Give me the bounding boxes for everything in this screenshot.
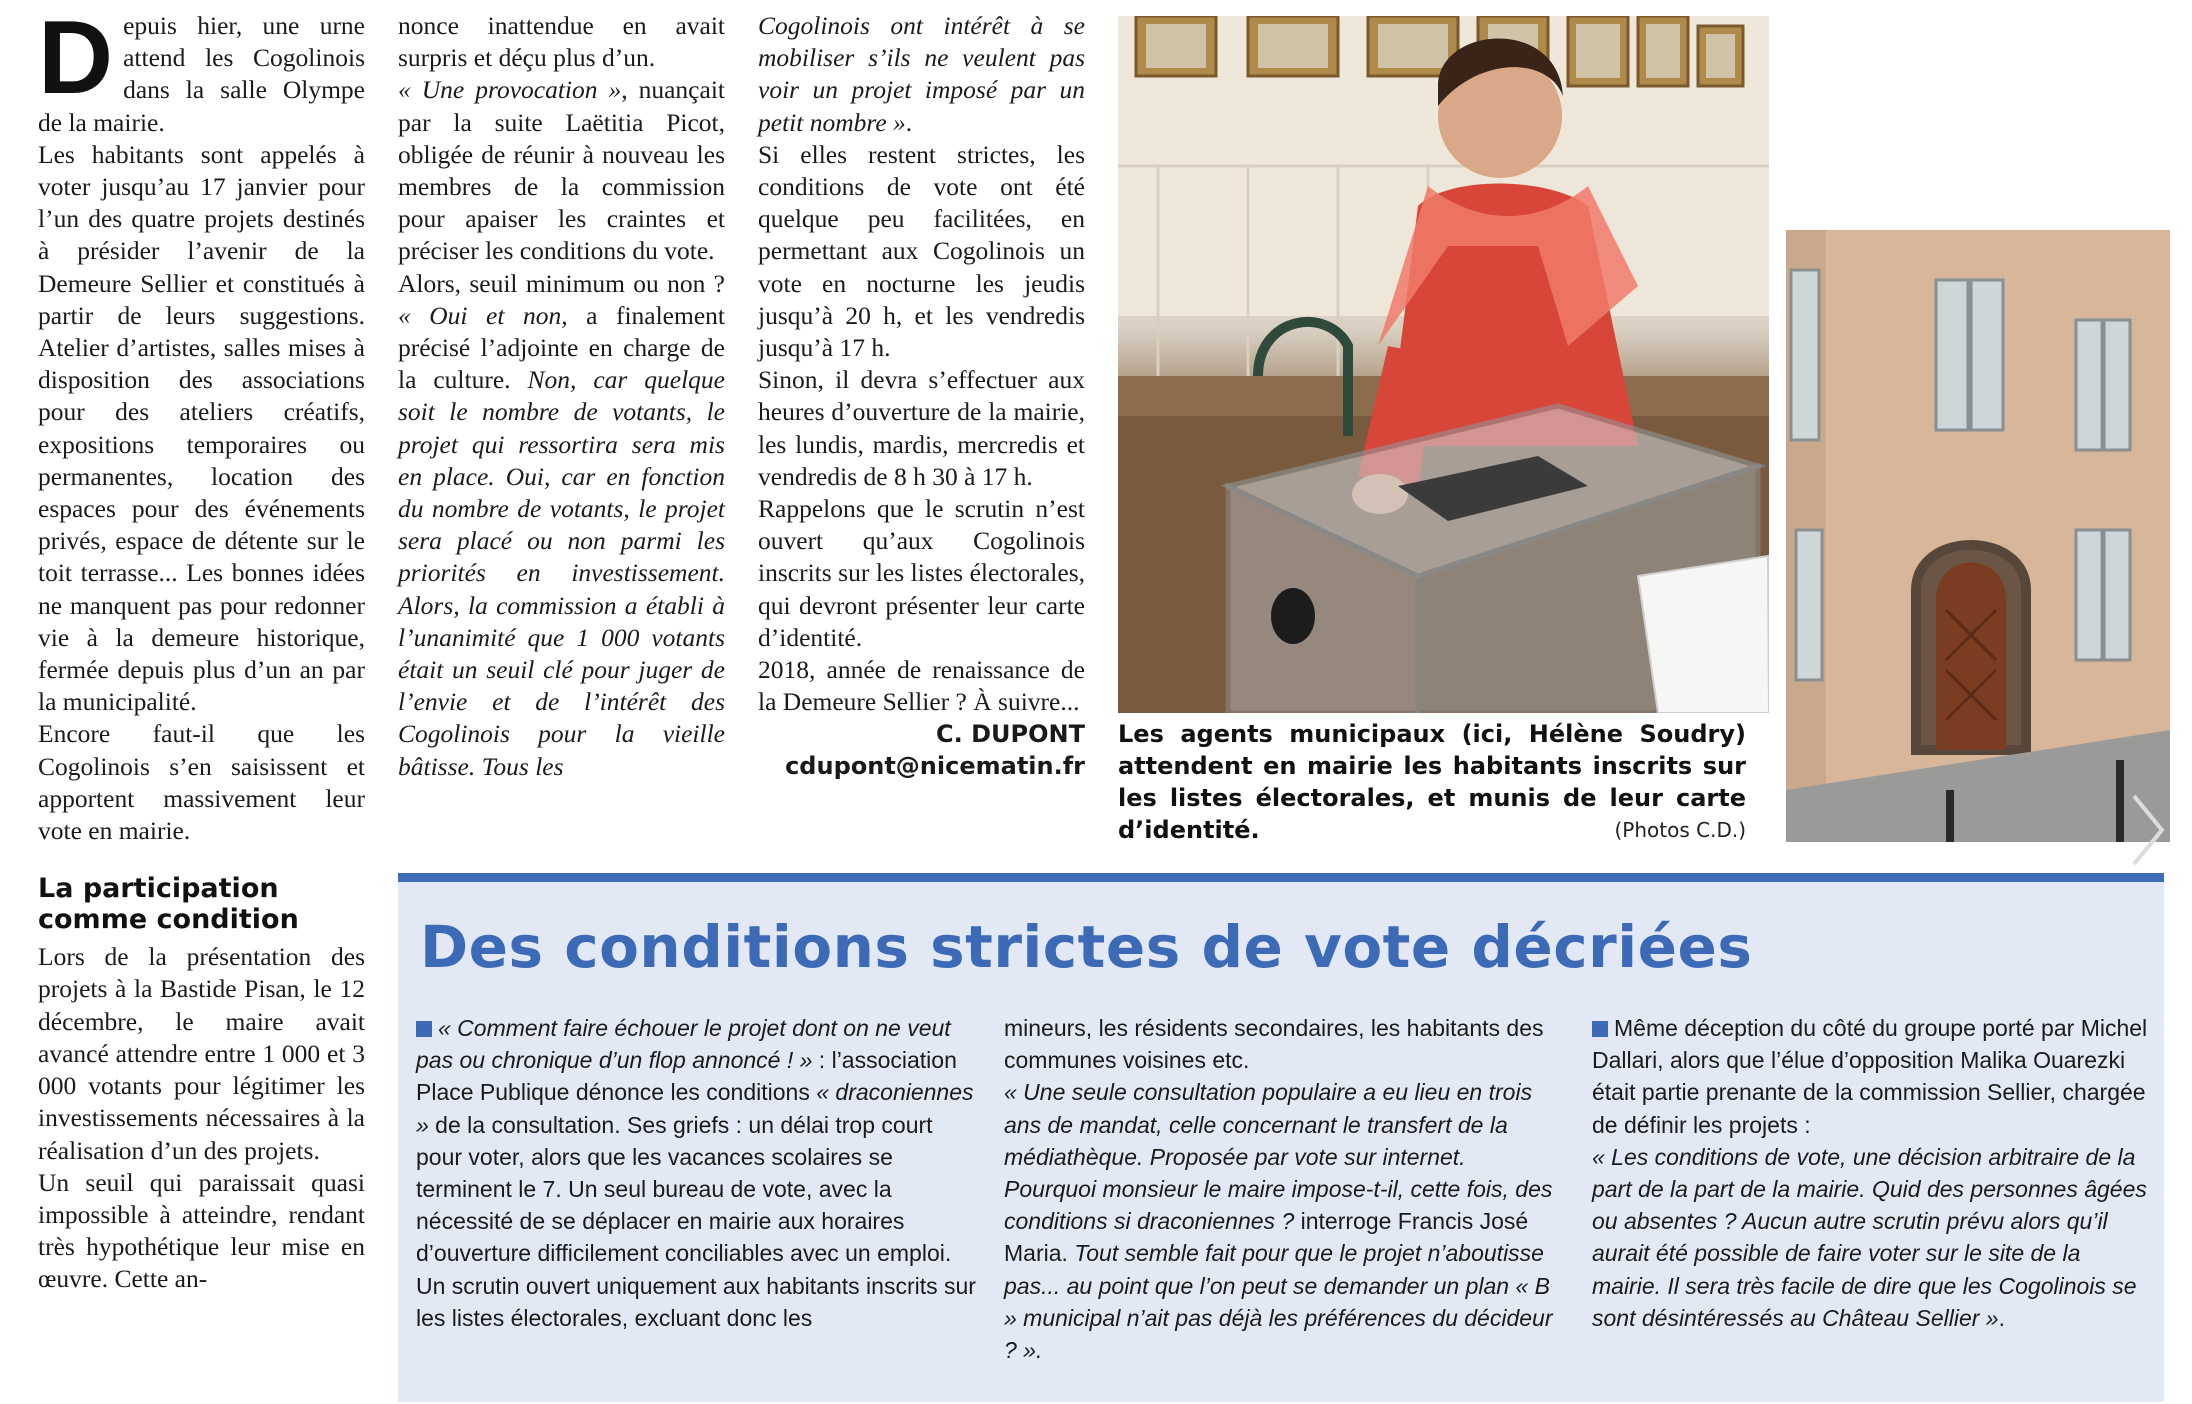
ballot-box-photo: [1118, 16, 1769, 713]
paragraph: nonce inattendue en avait surpris et déçu plus d’un.: [398, 11, 725, 73]
article-column-1: [38, 0, 365, 1296]
paragraph: 2018, année de renaissance de la Demeure Sellier ? À suivre...: [758, 655, 1085, 717]
lead-paragraph: Depuis hier, une urne attend les Cogolinois dans la salle Olympe de la mairie.: [38, 0, 365, 137]
author-email: cdupont@nicematin.fr: [785, 752, 1085, 781]
box-column-3: Même déception du côté du groupe porté par Michel Dallari, alors que l’élue d’opposition Malika Ouarezki était partie prenante de la commission Sellier, chargée de définir les projets : « Les conditions de vote, une décision arbitraire de la part de la part de la mairie. Quid des personnes âgées ou absentes ? Aucun autre scrutin prévu alors qu’il aurait été possible de faire voter sur le site de la mairie. Il sera très facile de dire que les Cogolinois se sont désintéressés au Château Sellier ».: [1592, 1015, 2148, 1331]
paragraph: Rappelons que le scrutin n’est ouvert qu’aux Cogolinois inscrits sur les listes électorales, qui devront présenter leur carte d’identité.: [758, 494, 1085, 652]
paragraph: « Une provocation », nuançait par la suite Laëtitia Picot, obligée de réunir à nouveau les membres de la commission pour apaiser les craintes et préciser les conditions du vote.: [398, 75, 725, 266]
paragraph: Alors, seuil minimum ou non ? « Oui et non, a finalement précisé l’adjointe en charge de la culture. Non, car quelque soit le nombre de votants, le projet qui ressortira sera mis en place. Oui, car en fonction du nombre de votants, le projet sera placé ou non parmi les priorités en investissement. Alors, la commission a établi à l’unanimité que 1 000 votants était un seuil clé pour juger de l’envie et de l’intérêt des Cogolinois pour la vieille bâtisse. Tous les: [398, 268, 725, 781]
bullet-square-icon: [1592, 1021, 1608, 1037]
subheading: La participation comme condition: [38, 873, 299, 936]
article-column-3: [758, 10, 1085, 782]
paragraph: Encore faut-il que les Cogolinois s’en saisissent et apportent massivement leur vote en mairie.: [38, 719, 365, 846]
paragraph: Un seuil qui paraissait quasi impossible à atteindre, rendant très hypothétique leur mise en œuvre. Cette an-: [38, 1167, 365, 1294]
paragraph: Si elles restent strictes, les conditions de vote ont été quelque peu facilitées, en permettant aux Cogolinois un vote en nocturne les jeudis jusqu’à 20 h, et les vendredis jusqu’à 17 h.: [758, 139, 1085, 363]
bullet-square-icon: [416, 1021, 432, 1037]
article-column-2: [398, 10, 725, 783]
photo-credit: (Photos C.D.): [1614, 818, 1746, 842]
paragraph: Les habitants sont appelés à voter jusqu’au 17 janvier pour l’un des quatre projets destinés à présider l’avenir de la Demeure Sellier et constitués à partir de leurs suggestions. Atelier d’artistes, salles mises à disposition des associations pour des ateliers créatifs, expositions temporaires ou permanentes, location des espaces pour des événements privés, espace de détente sur le toit terrasse... Les bonnes idées ne manquent pas pour redonner vie à la demeure historique, fermée depuis plus d’un an par la municipalité.: [38, 139, 365, 717]
box-title: Des conditions strictes de vote décriées: [420, 913, 1753, 981]
drop-cap: D: [38, 0, 114, 116]
photo-caption: Les agents municipaux (ici, Hélène Soudry) attendent en mairie les habitants inscrits sur les listes électorales, et munis de leur carte d’identité.: [1118, 720, 1746, 844]
paragraph: Sinon, il devra s’effectuer aux heures d’ouverture de la mairie, les lundis, mardis, mercredis et vendredis de 8 h 30 à 17 h.: [758, 365, 1085, 491]
demeure-sellier-photo: [1780, 230, 2170, 842]
author-name: C. DUPONT: [936, 720, 1085, 749]
chevron-right-icon[interactable]: [2128, 790, 2168, 870]
box-column-2: mineurs, les résidents secondaires, les habitants des communes voisines etc. « Une seule consultation populaire a eu lieu en trois ans de mandat, celle concernant le transfert de la médiathèque. Proposée par vote sur internet. Pourquoi monsieur le maire impose-t-il, cette fois, des conditions si draconiennes ? interroge Francis José Maria. Tout semble fait pour que le projet n’aboutisse pas... au point que l’on peut se demander un plan « B » municipal n’ait pas déjà les préférences du décideur ? ».: [1004, 1015, 1553, 1364]
box-column-1: « Comment faire échouer le projet dont on ne veut pas ou chronique d’un flop annoncé ! » : l’association Place Publique dénonce les conditions « draconiennes » de la consultation. Ses griefs : un délai trop court pour voter, alors que les vacances scolaires se terminent le 7. Un seul bureau de vote, avec la nécessité de se déplacer en mairie aux horaires d’ouverture difficilement conciliables avec un emploi. Un scrutin ouvert uniquement aux habitants inscrits sur les listes électorales, excluant donc les: [416, 1015, 976, 1331]
paragraph: Cogolinois ont intérêt à se mobiliser s’ils ne veulent pas voir un projet imposé par un petit nombre ».: [758, 11, 1085, 137]
paragraph: Lors de la présentation des projets à la Bastide Pisan, le 12 décembre, le maire avait avancé attendre entre 1 000 et 3 000 votants pour légitimer les investissements nécessaires à la réalisation d’un des projets.: [38, 942, 365, 1165]
sidebar-box: [398, 873, 2164, 1402]
